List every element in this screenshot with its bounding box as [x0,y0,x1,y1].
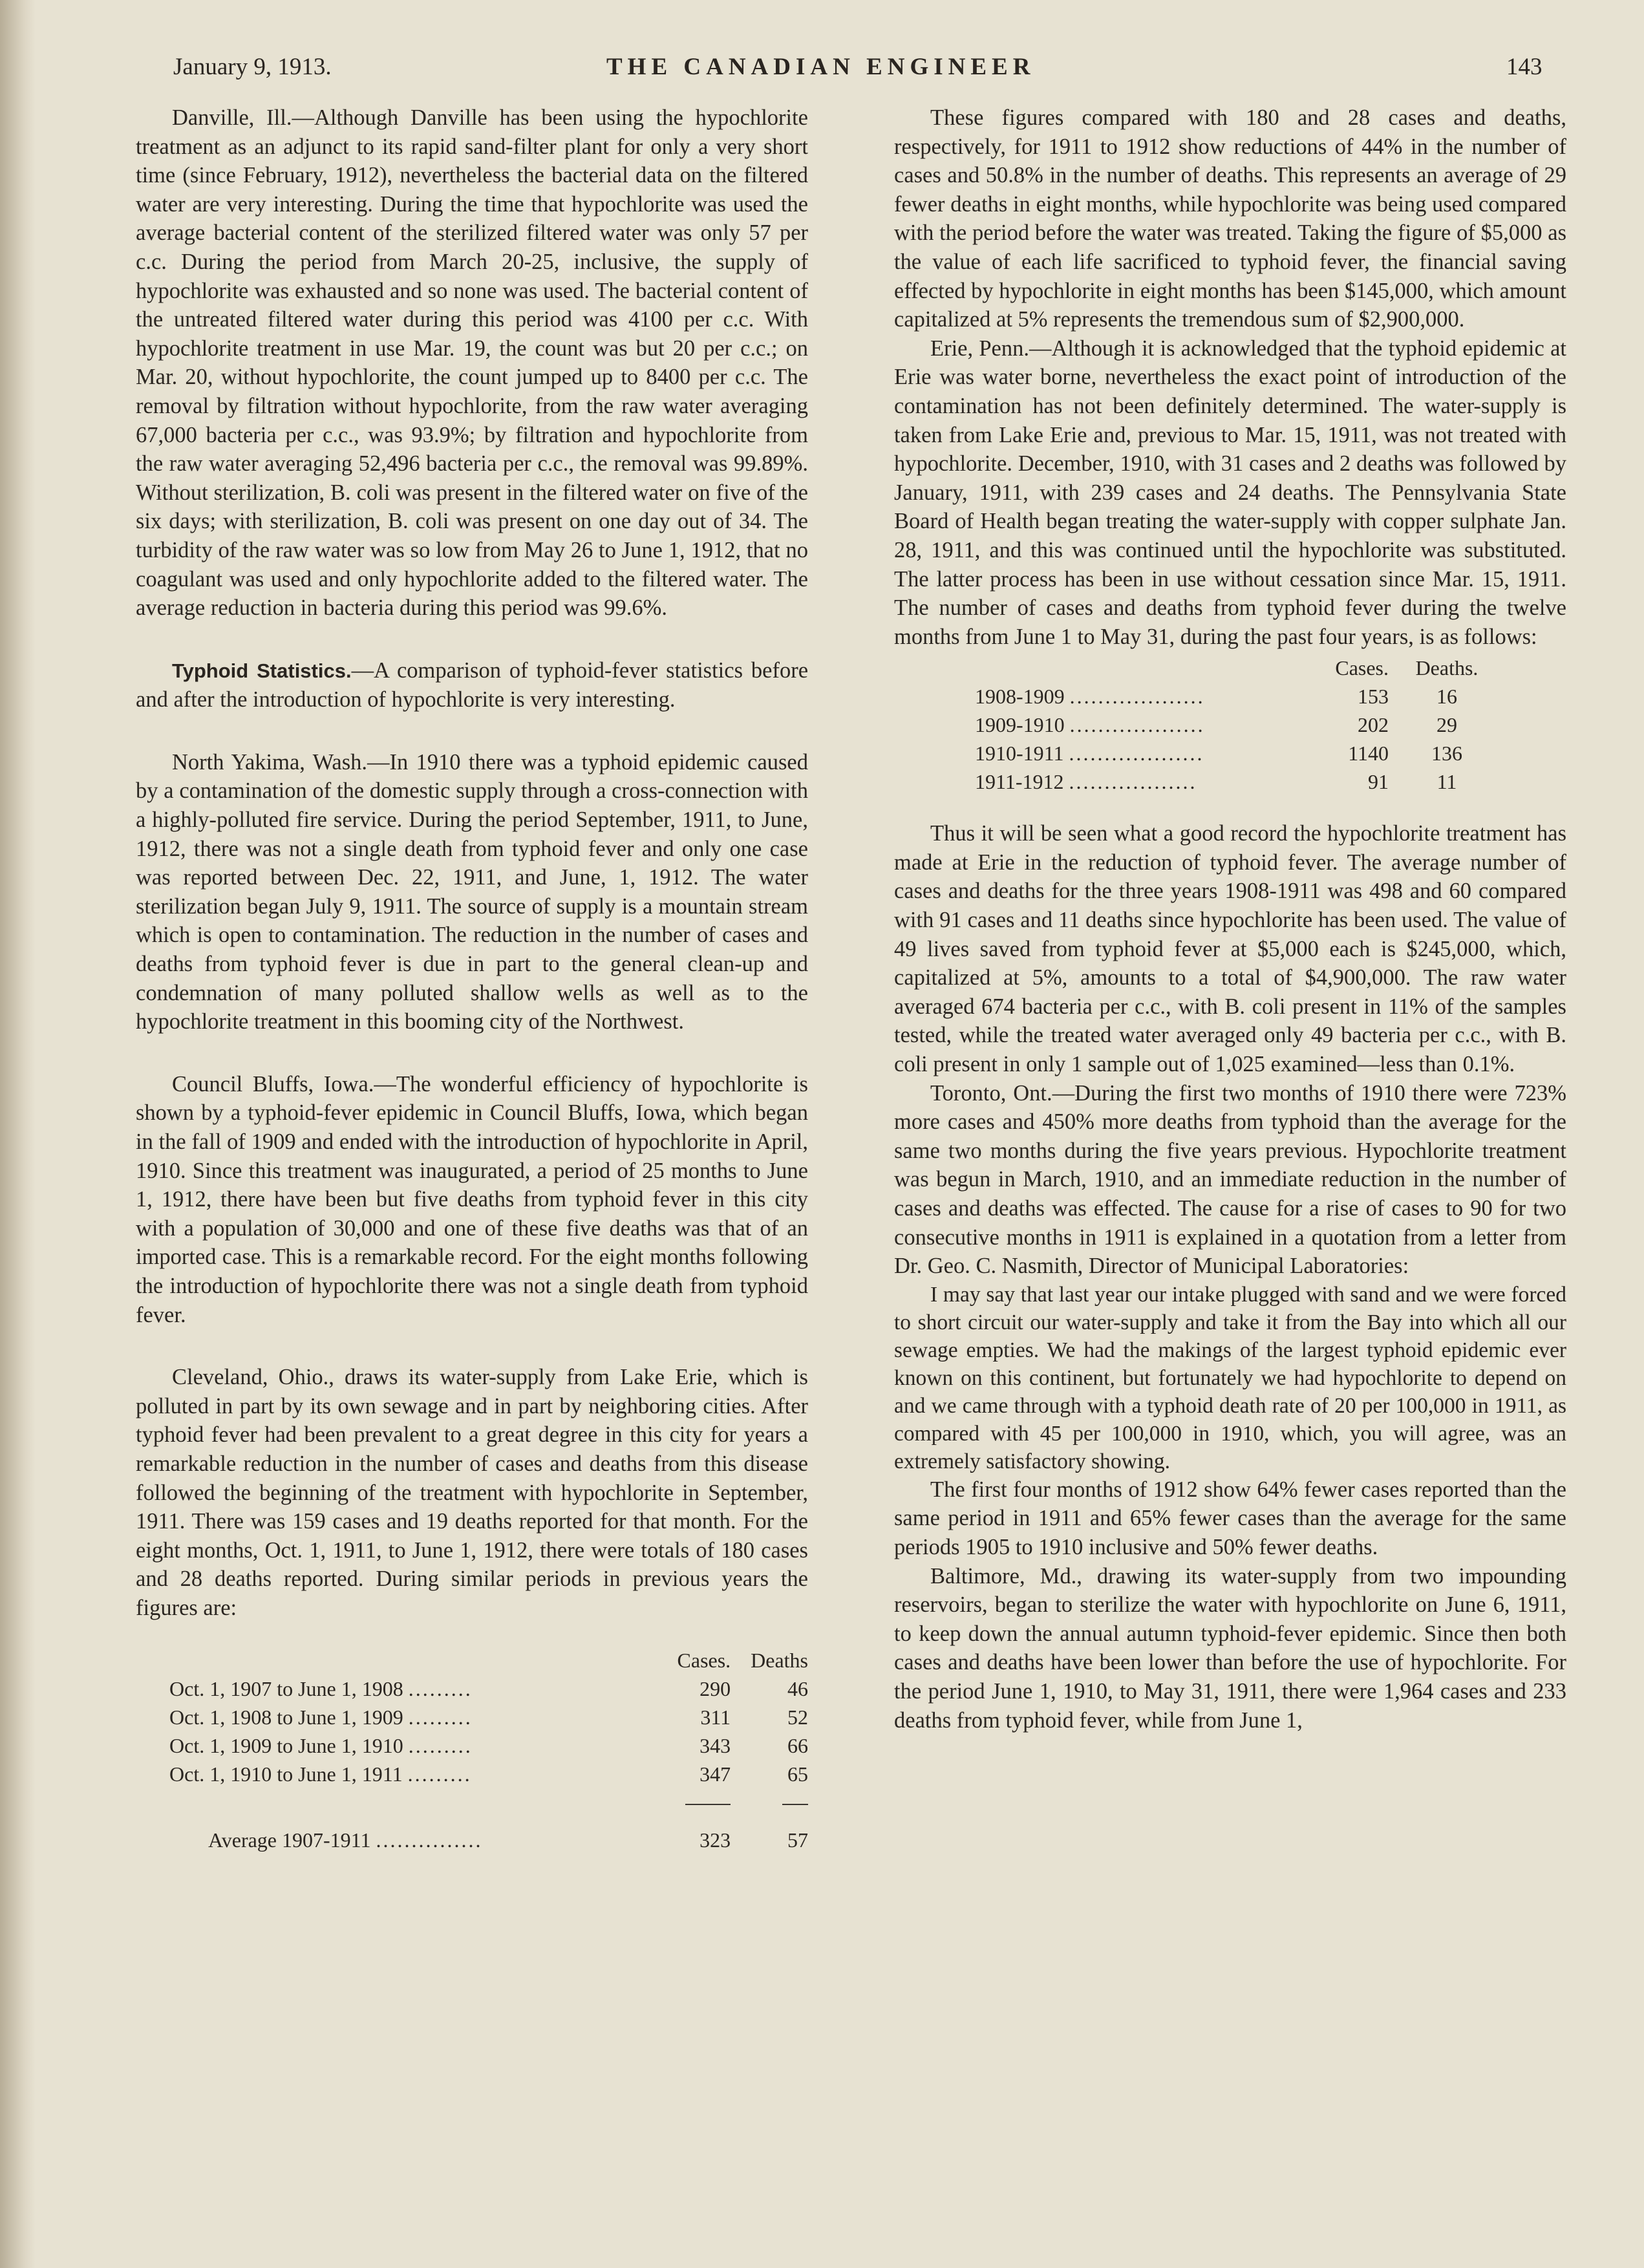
deaths-cell: 65 [787,1762,808,1786]
cases-cell: 153 [1358,685,1389,709]
cases-cell: 202 [1358,713,1389,737]
row-label: 1911-1912 [975,770,1064,794]
council-bluffs-paragraph: Council Bluffs, Iowa.—The wonderful efficiency of hypochlorite is shown by a typhoid-fever epidemic in Council Bluffs, Iowa, which began in the fall of 1909 and ended with the introduction of hypochlorite in April, 1910. Since this treatment was inaugurated, a period of 25 months to June 1, 1912, there have been but five deaths from typhoid fever in this city with a population of 30,000 and one of these five deaths was that of an imported case. This is a remarkable record. For the eight months following the introduction of hypochlorite there was not a single death from typhoid fever. [136,1071,808,1327]
column-header: Deaths. [1415,656,1479,680]
cases-cell: 311 [700,1705,731,1729]
erie-result-paragraph: Thus it will be seen what a good record the hypochlorite treatment has made at Erie in the reduction of typhoid fever. The average number of cases and deaths for the three years 1908-1911 was 498 and 60 compared with 91 cases and 11 deaths since hypochlorite has been used. The value of 49 lives saved from typhoid fever at $5,000 each is $245,000, which, capitalized at 5%, amounts to a total of $4,900,000. The raw water averaged 674 bacteria per c.c., with B. coli present in 11% of the samples tested, while the treated water averaged only 49 bacteria per c.c., with B. coli present in only 1 sample out of 1,025 examined—less than 0.1%. [894,821,1566,1077]
row-label: Oct. 1, 1910 to June 1, 1911 [169,1762,403,1786]
column-header: Cases. [1335,656,1389,680]
row-label: Oct. 1, 1909 to June 1, 1910 [169,1733,403,1757]
toronto-paragraph: Toronto, Ont.—During the first two months of 1910 there were 723% more cases and 450% more deaths from typhoid than the average for the same two months during the five years previous. Hypochlorite treatment was begun in March, 1910, and an immediate reduction in the number of cases and deaths was effected. The cause for a rise of cases to 90 for two consecutive months in 1911 is explained in a quotation from a letter from Dr. Geo. C. Nasmith, Director of Municipal Laboratories: [894,1080,1566,1279]
row-label: Oct. 1, 1908 to June 1, 1909 [169,1705,403,1729]
table-row: 1909-1910 ................... 202 29 [975,711,1505,739]
section-heading: Typhoid Statistics. [172,659,352,682]
column-header: Deaths [751,1648,808,1672]
danville-paragraph: Danville, Ill.—Although Danville has been using the hypochlorite treatment as an adjunct to its rapid sand-filter plant for only a very short time (since February, 1912), nevertheless the bacterial data on the filtered water are very interesting. During the time that hypochlorite was used the average bacterial content of the sterilized filtered water was only 57 per c.c. During the period from March 20-25, inclusive, the supply of hypochlorite was exhausted and so none was used. The bacterial content of the untreated filtered water during this period was 4100 per c.c. With hypochlorite treatment in use Mar. 19, the count was but 20 per c.c.; on Mar. 20, without hypochlorite, the count jumped up to 8400 per c.c. The removal by filtration without hypochlorite, from the raw water averaging 67,000 bacteria per c.c., was 93.9%; by filtration and hypochlorite from the raw water averaging 52,496 bacteria per c.c., the removal was 99.89%. Without sterilization, B. coli was present in the filtered water on five of the six days; with sterilization, B. coli was present on one day out of 34. The turbidity of the raw water was so low from May 26 to June 1, 1912, that no coagulant was used and only hypochlorite added to the filtered water. The average reduction in bacteria during this period was 99.6%. [136,105,808,621]
cases-cell: 323 [699,1828,731,1852]
typhoid-statistics-text: —A comparison of typhoid-fever statistics before and after the introduction of hypochlorite is very interesting. [136,658,809,712]
table-header-row [975,654,1505,682]
erie-statistics-table [975,654,1505,796]
binding-shadow [0,0,36,2268]
row-label: Average 1907-1911 [208,1828,371,1852]
deaths-cell: 29 [1436,713,1457,737]
row-label: Oct. 1, 1907 to June 1, 1908 [169,1676,403,1700]
deaths-cell: 57 [787,1828,808,1852]
row-label: 1909-1910 [975,713,1065,737]
north-yakima-paragraph: North Yakima, Wash.—In 1910 there was a typhoid epidemic caused by a contamination of the domestic supply through a cross-connection with a highly-polluted fire service. During the period September, 1911, to June, 1912, there was not a single death from typhoid fever and only one case was reported between Dec. 22, 1911, and June, 1, 1912. The water sterilization began July 9, 1911. The source of supply is a mountain stream which is open to contamination. The reduction in the number of cases and deaths from typhoid fever is due in part to the general clean-up and condemnation of many polluted shallow wells as well as to the hypochlorite treatment in this booming city of the Northwest. [136,749,808,1034]
deaths-cell: 46 [787,1676,808,1700]
average-row: Average 1907-1911 ............... 323 57 [169,1817,808,1854]
deaths-cell: 52 [787,1705,808,1729]
cleveland-statistics-table [169,1646,808,1854]
row-label: 1910-1911 [975,742,1064,765]
journal-title: THE CANADIAN ENGINEER [606,54,1036,80]
table-row: 1908-1909 ................... 153 16 [975,682,1505,711]
typhoid-statistics-paragraph [136,656,808,714]
row-label: 1908-1909 [975,685,1065,709]
erie-paragraph: Erie, Penn.—Although it is acknowledged that the typhoid epidemic at Erie was water borne, nevertheless the exact point of introduction of the contamination has not been definitely determined. The water-supply is taken from Lake Erie and, previous to Mar. 15, 1911, was not treated with hypochlorite. December, 1910, with 31 cases and 2 deaths was followed by January, 1911, with 239 cases and 24 deaths. The Pennsylvania State Board of Health began treating the water-supply with copper sulphate Jan. 28, 1911, and this was continued until the hypochlorite was substituted. The latter process has been in use without cessation since Mar. 15, 1911. The number of cases and deaths from typhoid fever during the twelve months from June 1 to May 31, during the past four years, is as follows: [894,336,1566,649]
cases-cell: 347 [699,1762,731,1786]
issue-date: January 9, 1913. [173,54,332,80]
deaths-cell: 16 [1436,685,1457,709]
total-rule [169,1788,808,1817]
column-header: Cases. [677,1648,731,1672]
deaths-cell: 66 [787,1733,808,1757]
table-row: Oct. 1, 1907 to June 1, 1908 ......... 290 46 [169,1674,808,1703]
table-row: Oct. 1, 1909 to June 1, 1910 ......... 343 66 [169,1731,808,1760]
cases-cell: 1140 [1348,742,1389,765]
cases-cell: 91 [1368,770,1389,794]
cleveland-paragraph: Cleveland, Ohio., draws its water-supply from Lake Erie, which is polluted in part by its own sewage and in part by neighboring cities. After typhoid fever had been prevalent to a great degree in this city for years a remarkable reduction in the number of cases and deaths from this disease followed the beginning of the treatment with hypochlorite in September, 1911. There was 159 cases and 19 deaths reported for that month. For the eight months, Oct. 1, 1911, to June 1, 1912, there were totals of 180 cases and 28 deaths reported. During similar periods in previous years the figures are: [136,1365,808,1620]
toronto-1912-paragraph: The first four months of 1912 show 64% fewer cases reported than the same period in 1911 and 65% fewer cases than the average for the same periods 1905 to 1910 inclusive and 50% fewer deaths. [894,1477,1566,1559]
table-row: Oct. 1, 1910 to June 1, 1911 ......... 347 65 [169,1760,808,1788]
table-row: Oct. 1, 1908 to June 1, 1909 ......... 311 52 [169,1703,808,1731]
cases-cell: 343 [699,1733,731,1757]
page-number: 143 [1506,54,1543,80]
deaths-cell: 136 [1431,742,1462,765]
right-column [894,103,1566,1735]
toronto-quotation: I may say that last year our intake plugged with sand and we were forced to short circuit our water-supply and take it from the Bay into which all our sewage empties. We had the makings of the largest typhoid epidemic ever known on this continent, but fortunately we had hypochlorite to depend on and we came through with a typhoid death rate of 20 per 100,000 in 1911, as compared with 45 per 100,000 in 1910, which, you will agree, was an extremely satisfactory showing. [894,1282,1566,1473]
left-column [136,103,808,1854]
deaths-cell: 11 [1436,770,1457,794]
table-row: 1911-1912 .................. 91 11 [975,767,1505,796]
cleveland-continued-paragraph: These figures compared with 180 and 28 cases and deaths, respectively, for 1911 to 1912 show reductions of 44% in the number of cases and 50.8% in the number of deaths. This represents an average of 29 fewer deaths in eight months, while hypochlorite was being used compared with the period before the water was treated. Taking the figure of $5,000 as the value of each life sacrificed to typhoid fever, the financial saving effected by hypochlorite in eight months has been $145,000, which amount capitalized at 5% represents the tremendous sum of $2,900,000. [894,105,1566,332]
baltimore-paragraph: Baltimore, Md., drawing its water-supply from two impounding reservoirs, began to sterilize the water with hypochlorite on June 6, 1911, to keep down the annual autumn typhoid-fever epidemic. Since then both cases and deaths have been lower than before the use of hypochlorite. For the period June 1, 1910, to May 31, 1911, there were 1,964 cases and 233 deaths from typhoid fever, while from June 1, [894,1563,1566,1733]
table-row: 1910-1911 ................... 1140 136 [975,739,1505,767]
cases-cell: 290 [699,1676,731,1700]
table-header-row [169,1646,808,1674]
